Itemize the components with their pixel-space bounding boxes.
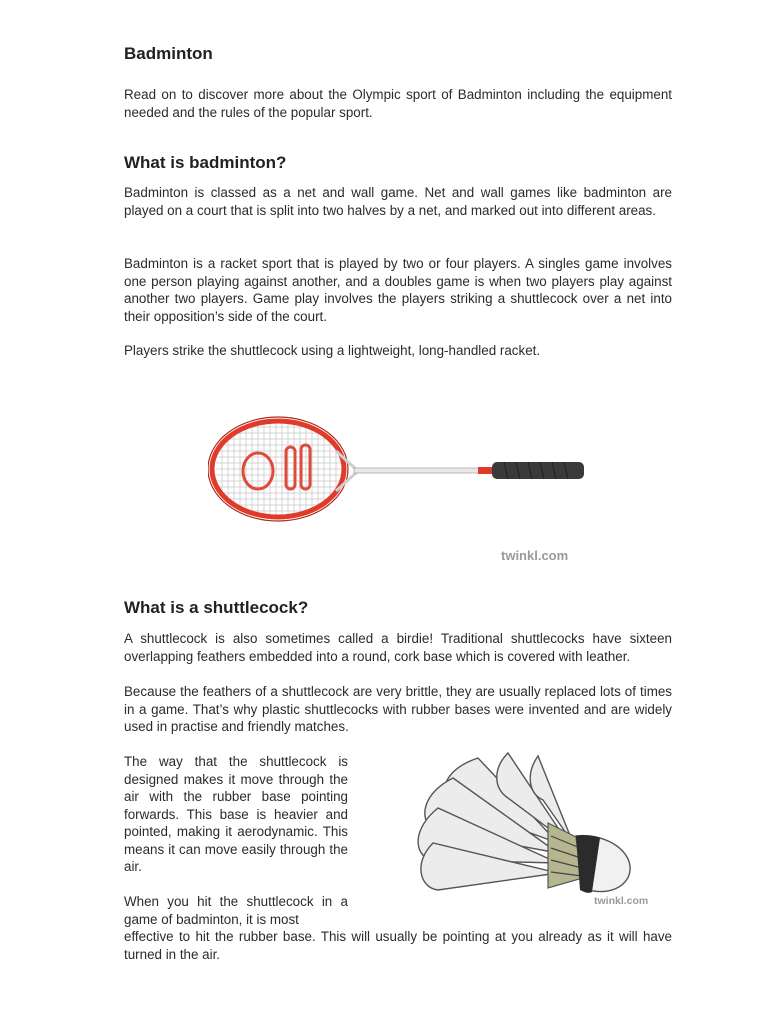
intro-paragraph: Read on to discover more about the Olympic sport of Badminton including the equipment needed and the rules of the popular sport. [124,87,672,120]
section-heading-what-is-a-shuttlecock: What is a shuttlecock? [124,598,309,617]
section1-paragraph-3: Players strike the shuttlecock using a lightweight, long-handled racket. [124,343,541,358]
section2-paragraph-1: A shuttlecock is also sometimes called a birdie! Traditional shuttlecocks have sixteen overlapping feathers embedded into a round, cork base which is covered with leather. [124,631,672,664]
section1-paragraph-1: Badminton is classed as a net and wall game. Net and wall games like badminton are played on a court that is split into two halves by a net, and marked out into different areas. [124,185,672,218]
section2-paragraph-2: Because the feathers of a shuttlecock are very brittle, they are usually replaced lots of times in a game. That’s why plastic shuttlecocks with rubber bases were invented and are widely used in practise and friendly matches. [124,684,672,734]
racket-logo [243,445,310,489]
section2-paragraph-4-start: When you hit the shuttlecock in a game of badminton, it is most [124,894,348,927]
racket-watermark: twinkl.com [501,548,569,563]
shuttlecock-watermark: twinkl.com [594,895,649,907]
section2-paragraph-3: The way that the shuttlecock is designed makes it move through the air with the rubber base pointing forwards. This base is heavier and pointed, making it aerodynamic. This means it can move easily through the air. [124,754,348,874]
racket-shaft [354,468,492,473]
page-title: Badminton [124,44,213,63]
section1-paragraph-2: Badminton is a racket sport that is played by two or four players. A singles game involves one person playing against another, and a doubles game is when two players play against another two players. Game play involves the players striking a shuttlecock over a net into their opposition’s side of the court. [124,256,672,324]
section2-paragraph-4-end: effective to hit the rubber base. This will usually be pointing at you already as it will have turned in the air. [124,929,672,962]
section-heading-what-is-badminton: What is badminton? [124,153,287,172]
